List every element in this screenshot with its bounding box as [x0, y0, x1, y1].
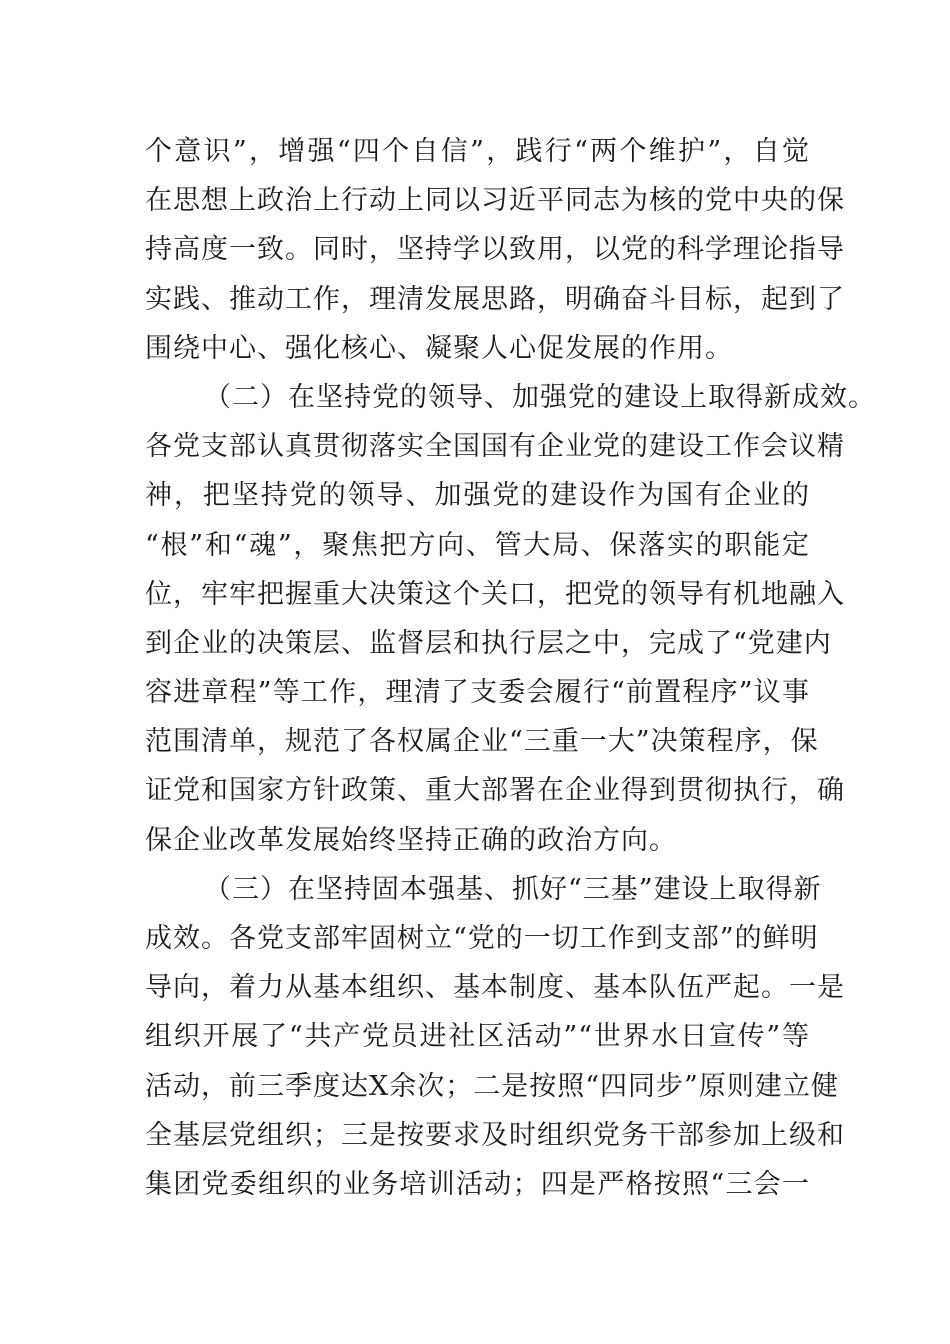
text-line: 位，牢牢把握重大决策这个关口，把党的领导有机地融入 — [145, 578, 845, 610]
text-line: 活动，前三季度达X余次；二是按照“四同步”原则建立健 — [145, 1070, 839, 1102]
text-line: 集团党委组织的业务培训活动；四是严格按照“三会一 — [145, 1168, 810, 1200]
text-line: 容进章程”等工作，理清了支委会履行“前置程序”议事 — [145, 677, 810, 709]
text-line: 范围清单，规范了各权属企业“三重一大”决策程序，保 — [145, 726, 819, 758]
body-text — [145, 127, 876, 1209]
text-line: 保企业改革发展始终坚持正确的政治方向。 — [145, 824, 677, 856]
text-line: 在思想上政治上行动上同以习近平同志为核的党中央的保 — [145, 185, 845, 217]
text-line: 神，把坚持党的领导、加强党的建设作为国有企业的 — [145, 480, 810, 512]
text-line: 全基层党组织；三是按要求及时组织党务干部参加上级和 — [145, 1119, 845, 1151]
text-line: “根”和“魂”，聚焦把方向、管大局、保落实的职能定 — [145, 529, 810, 561]
text-line: 各党支部认真贯彻落实全国国有企业党的建设工作会议精 — [145, 431, 845, 463]
text-line: 证党和国家方针政策、重大部署在企业得到贯彻执行，确 — [145, 775, 845, 807]
section-heading-2: （二）在坚持党的领导、加强党的建设上取得新成效。 — [204, 381, 876, 413]
text-line: 组织开展了“共产党员进社区活动”“世界水日宣传”等 — [145, 1021, 810, 1053]
text-line: 围绕中心、强化核心、凝聚人心促发展的作用。 — [145, 332, 733, 364]
text-line: 实践、推动工作，理清发展思路，明确奋斗目标，起到了 — [145, 283, 845, 315]
section-heading-3: （三）在坚持固本强基、抓好“三基”建设上取得新 — [204, 873, 822, 905]
text-line: 个意识”，增强“四个自信”，践行“两个维护”，自觉 — [145, 136, 810, 167]
text-line: 到企业的决策层、监督层和执行层之中，完成了“党建内 — [145, 627, 832, 659]
text-line: 持高度一致。同时，坚持学以致用，以党的科学理论指导 — [145, 234, 845, 266]
text-line: 成效。各党支部牢固树立“党的一切工作到支部”的鲜明 — [145, 923, 819, 954]
text-line: 导向，着力从基本组织、基本制度、基本队伍严起。一是 — [145, 972, 845, 1004]
